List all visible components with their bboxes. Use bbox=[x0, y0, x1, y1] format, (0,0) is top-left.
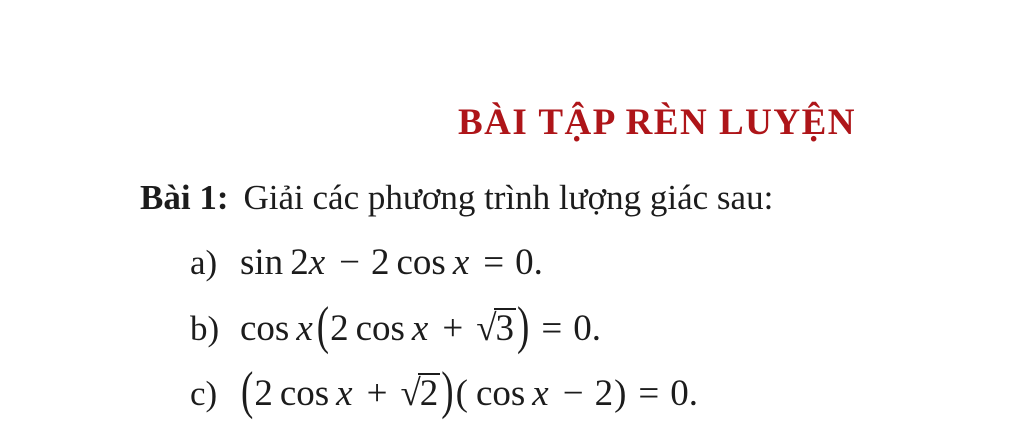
document-title: BÀI TẬP RÈN LUYỆN bbox=[458, 102, 856, 143]
radicand: 2 bbox=[419, 373, 439, 414]
item-label-c: c) bbox=[190, 374, 218, 413]
math-num: 2 bbox=[330, 308, 349, 349]
radicand: 3 bbox=[495, 308, 515, 349]
math-num: 2 bbox=[371, 242, 390, 283]
math-var: x bbox=[411, 308, 429, 349]
math-op: = bbox=[541, 308, 563, 349]
open-paren: ( bbox=[241, 362, 254, 421]
problem-number-label: Bài 1: bbox=[140, 178, 229, 217]
math-end: . bbox=[591, 308, 601, 349]
math-num: 0 bbox=[573, 308, 592, 349]
math-var: x bbox=[308, 242, 326, 283]
math-num: 0 bbox=[515, 242, 534, 283]
equation-c bbox=[240, 362, 699, 421]
math-op: + bbox=[442, 308, 464, 349]
math-num: 2 bbox=[254, 373, 273, 414]
math-op: − bbox=[562, 373, 584, 414]
equation-a bbox=[240, 243, 543, 284]
math-end: . bbox=[533, 242, 543, 283]
math-fn: cos bbox=[475, 373, 526, 414]
radical-sign: √ bbox=[476, 308, 497, 349]
math-fn: cos bbox=[355, 308, 405, 349]
math-var: x bbox=[532, 373, 549, 414]
open-paren: ( bbox=[316, 297, 330, 356]
math-fn: cos bbox=[396, 242, 446, 283]
open-paren: ( bbox=[455, 373, 468, 414]
math-var: x bbox=[336, 373, 353, 414]
math-op: − bbox=[339, 242, 360, 283]
sqrt-radical bbox=[398, 373, 440, 414]
close-paren: ) bbox=[614, 373, 627, 414]
math-op: = bbox=[483, 242, 505, 283]
math-fn: cos bbox=[240, 308, 290, 349]
item-label-b: b) bbox=[190, 309, 220, 348]
close-paren: ) bbox=[441, 362, 454, 421]
math-num: 0 bbox=[670, 373, 689, 414]
equation-b bbox=[240, 297, 601, 356]
close-paren: ) bbox=[517, 297, 530, 356]
math-end: . bbox=[688, 373, 699, 414]
math-fn: sin bbox=[240, 242, 284, 283]
item-label-a: a) bbox=[190, 243, 218, 282]
exercise-item-b bbox=[190, 297, 601, 356]
math-num: 2 bbox=[594, 373, 614, 414]
problem-heading bbox=[140, 179, 773, 218]
math-op: = bbox=[638, 373, 660, 414]
radical-sign: √ bbox=[400, 373, 421, 414]
math-var: x bbox=[452, 242, 470, 283]
math-op: + bbox=[366, 373, 388, 414]
exercise-item-c bbox=[190, 362, 699, 421]
problem-statement: Giải các phương trình lượng giác sau: bbox=[243, 178, 774, 217]
math-num: 2 bbox=[290, 242, 309, 283]
sqrt-radical bbox=[474, 308, 516, 349]
math-var: x bbox=[296, 308, 313, 349]
exercise-item-a bbox=[190, 243, 543, 284]
math-fn: cos bbox=[279, 373, 330, 414]
